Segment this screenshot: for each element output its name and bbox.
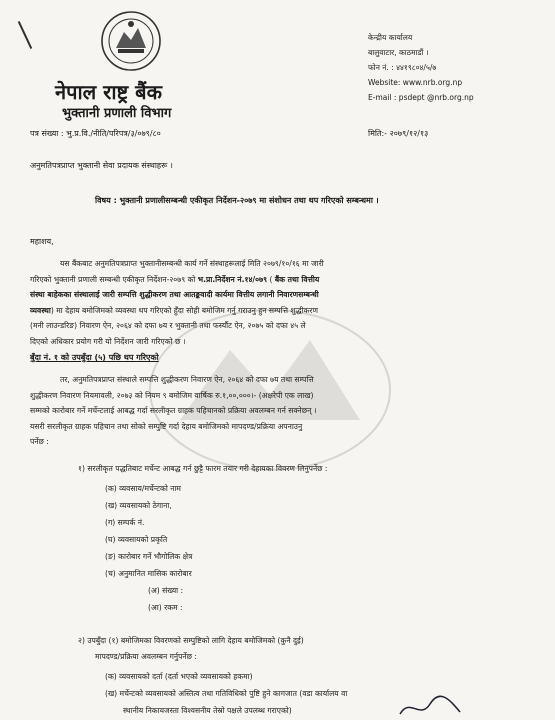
salutation: महाशय, (30, 237, 54, 246)
nrb-logo-icon (100, 10, 162, 72)
paragraph-line (30, 303, 324, 319)
reference-number: पत्र संख्या : भु.प्र.वि./नीति/परिपत्र/३/०७९/८० (30, 129, 161, 138)
list-item: (क) व्यवसायको दर्ता (दर्ता भएको व्यवसायको हकमा) (105, 672, 253, 681)
paragraph-line: सम्मको कारोबार गर्ने मर्चेन्टलाई आबद्ध गर्दा सरलीकृत ग्राहक पहिचानको प्रक्रिया अवलम्बन गर्न सक्नेछन् । (30, 406, 317, 416)
item-1-sublist (105, 480, 192, 582)
item-2-sublist (105, 668, 347, 719)
text-run: यस बैंकबाट अनुमतिपत्रप्राप्त भुक्तानीसम्बन्धी कार्य गर्ने संस्थाहरूलाई मिति २०७९/१०/१६ मा जारी (60, 259, 324, 268)
paragraph-line (30, 272, 324, 288)
text-run: संस्था बाहेकका संस्थालाई जारी सम्पत्ति शुद्धीकरण तथा आतङ्कवादी कार्यमा वित्तीय लगानी निवारणसम्बन्धी (30, 290, 319, 300)
paragraph-line (30, 318, 324, 334)
pen-mark (18, 21, 32, 49)
list-item: स्थानीय निकायजस्ता विश्वसनीय तेस्रो पक्षले उपलब्ध गराएको) (123, 706, 292, 715)
text-run: दिएको अधिकार प्रयोग गरी यो निर्देशन जारी गरिएको छ । (30, 336, 186, 346)
list-item: (ङ) कारोबार गर्ने भौगोलिक क्षेत्र (105, 552, 193, 561)
proviso-paragraph (30, 372, 317, 450)
text-run: (मनी लाउन्डरिङ) निवारण ऐन, २०६४ को दफा ७य र भुक्तानी तथा फर्स्यौट ऐन, २०७५ को दफा ४५ ले (30, 321, 306, 331)
list-item: (ख) मर्चेन्टको व्यवसायको अस्तित्व तथा गतिविधिको पुष्टि हुने कागजात (वडा कार्यालय वा (105, 689, 348, 698)
paragraph-line: यसरी सरलीकृत ग्राहक पहिचान तथा सोको सम्पुष्टि गर्दा देहाय बमोजिमको मापदण्ड/प्रक्रिया अपनाउनु (30, 421, 303, 431)
text-run: बैंक तथा वित्तीय (274, 274, 320, 284)
subject-line: विषय : भुक्तानी प्रणालीसम्बन्धी एकीकृत निर्देशन-२०७९ मा संशोधन तथा थप गरिएको सम्बन्धमा । (95, 196, 379, 205)
text-run: ) मा देहाय बमोजिमको व्यवस्था थप गरिएको हुँदा सोही बमोजिम गर्नु गराउनु हुन सम्पत्ति शुद्धीकरण (50, 305, 318, 315)
paragraph-line (30, 334, 324, 350)
bank-name: नेपाल राष्ट्र बैंक (55, 80, 162, 104)
list-item: (च) अनुमानित मासिक कारोबार (105, 569, 192, 578)
office-email: E-mail : psdept @nrb.org.np (368, 93, 474, 102)
list-item: (आ) रकम : (148, 603, 183, 612)
item-1-subsublist (148, 582, 183, 616)
letter-date: मिति:- २०७९/१२/१३ (368, 129, 429, 138)
office-line: केन्द्रीय कार्यालय (368, 33, 413, 42)
paragraph-line (30, 287, 324, 303)
office-website: Website: www.nrb.org.np (368, 78, 463, 87)
signature-icon (395, 692, 465, 720)
text-run: भ.प्रा.निर्देशन नं.१४/०७९ (197, 274, 268, 284)
office-line: बालुवाटार, काठमाडौं । (368, 48, 429, 57)
section-heading: बुँदा नं. १ को उपबुँदा (५) पछि थप गरिएको (30, 353, 159, 362)
recipients: अनुमतिपत्रप्राप्त भुक्तानी सेवा प्रदायक संस्थाहरू । (30, 161, 173, 170)
paragraph-line: पर्नेछ : (30, 437, 49, 447)
paragraph-line (30, 256, 324, 272)
list-item: (ग) सम्पर्क नं. (105, 518, 145, 527)
office-phone: फोन नं. : ४४१९८०४/५/७ (368, 63, 437, 72)
list-item: (अ) संख्या : (148, 586, 184, 595)
paragraph-line: शुद्धीकरण निवारण नियमावली, २०७३ को नियम ९ बमोजिम वार्षिक रु.१,००,०००।- (अक्षरेपी एक लाख) (30, 390, 314, 400)
paragraph-line: २) उपबुँदा (१) बमोजिमका विवरणको सम्पुष्टिको लागि देहाय बमोजिमको (कुनै दुई) (78, 636, 304, 645)
item-2 (78, 633, 304, 664)
list-item: (क) व्यवसाय/मर्चेन्टको नाम (105, 484, 181, 493)
intro-paragraph (30, 256, 324, 350)
text-run: ( (267, 274, 275, 284)
text-run: गरिएको भुक्तानी प्रणाली सम्बन्धी एकीकृत निर्देशन-२०७९ को (30, 274, 198, 284)
department-name: भुक्तानी प्रणाली विभाग (62, 106, 172, 121)
paragraph-line: मापदण्ड/प्रक्रिया अवलम्बन गर्नुपर्नेछ : (95, 651, 197, 661)
item-1: १) सरलीकृत पद्धतिबाट मर्चेन्ट आबद्ध गर्न छुट्टै फारम तयार गरी देहायका विवरण लिनुपर्नेछ : (78, 464, 328, 473)
text-run: व्यवस्था (30, 305, 51, 315)
list-item: (घ) व्यवसायको प्रकृति (105, 535, 168, 544)
paragraph-line: तर, अनुमतिपत्रप्राप्त संस्थाले सम्पत्ति शुद्धीकरण निवारण ऐन, २०६४ को दफा ७य तथा सम्पत्ति (60, 375, 314, 384)
list-item: (ख) व्यवसायको ठेगाना, (105, 501, 172, 510)
